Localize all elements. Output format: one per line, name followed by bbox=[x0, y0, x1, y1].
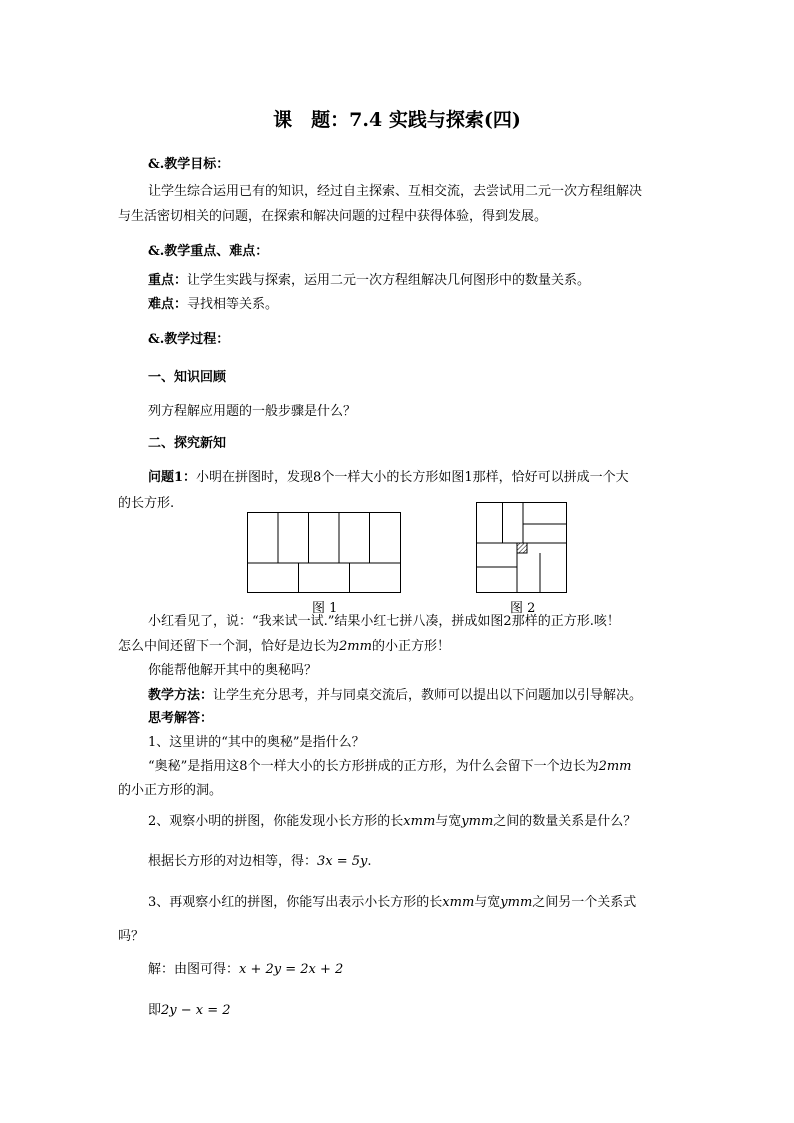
answer-1-line-2: 的小正方形的洞。 bbox=[118, 783, 223, 798]
q2-part-b: 与宽 bbox=[435, 814, 462, 829]
q3-part-b: 与宽 bbox=[474, 895, 501, 910]
difficulty-text: 寻找相等关系。 bbox=[187, 297, 279, 312]
story-line-2b: 2mm bbox=[339, 639, 372, 654]
question-1: 1、这里讲的“其中的奥秘”是指什么？ bbox=[148, 735, 365, 750]
a3-equation: x + 2y = 2x + 2 bbox=[239, 962, 344, 977]
fig2-hole bbox=[517, 543, 527, 553]
q3-y: ymm bbox=[500, 895, 533, 910]
q2-y: ymm bbox=[461, 814, 494, 829]
answer-1b: 2mm bbox=[598, 759, 632, 774]
q3-x: xmm bbox=[442, 895, 475, 910]
explore-heading: 二、探究新知 bbox=[148, 436, 227, 451]
question-3-line-2: 吗？ bbox=[118, 929, 145, 944]
answer-1-line-1 bbox=[148, 759, 632, 775]
problem-1 bbox=[148, 470, 629, 486]
think-label: 思考解答： bbox=[148, 711, 214, 726]
key-point-text: 让学生实践与探索，运用二元一次方程组解决几何图形中的数量关系。 bbox=[187, 273, 591, 288]
a3b-label: 即 bbox=[148, 1003, 162, 1018]
goals-line-2: 与生活密切相关的问题，在探索和解决问题的过程中获得体验，得到发展。 bbox=[118, 209, 548, 224]
a3-label: 解：由图可得： bbox=[148, 962, 240, 977]
problem-text-2: 的长方形. bbox=[118, 496, 175, 511]
q2-part-a: 2、观察小明的拼图，你能发现小长方形的长 bbox=[148, 814, 404, 829]
problem-label: 问题1： bbox=[148, 470, 197, 485]
story-line-2 bbox=[118, 639, 450, 655]
keypoints-heading: &.教学重点、难点： bbox=[148, 244, 269, 259]
question-3 bbox=[148, 895, 636, 911]
q2-x: xmm bbox=[403, 814, 436, 829]
key-point-label: 重点： bbox=[148, 273, 188, 288]
goals-line-1: 让学生综合运用已有的知识，经过自主探索、互相交流，去尝试用二元一次方程组解决 bbox=[148, 184, 643, 199]
review-heading: 一、知识回顾 bbox=[148, 370, 227, 385]
figure-1-diagram bbox=[247, 512, 402, 594]
key-point bbox=[148, 273, 590, 289]
answer-3b bbox=[148, 1003, 231, 1019]
fig1-outline bbox=[248, 513, 401, 593]
story-line-2a: 怎么中间还留下一个洞，恰好是边长为 bbox=[118, 639, 340, 654]
figure-2-caption: 图 2 bbox=[510, 601, 536, 616]
method-line bbox=[148, 688, 642, 704]
difficulty-point bbox=[148, 297, 278, 313]
method-label: 教学方法： bbox=[148, 688, 214, 703]
figure-2-diagram bbox=[476, 502, 568, 594]
goals-heading: &.教学目标： bbox=[148, 157, 230, 172]
problem-text-1: 小明在拼图时，发现8个一样大小的长方形如图1那样，恰好可以拼成一个大 bbox=[196, 470, 629, 485]
answer-3 bbox=[148, 962, 343, 978]
story-line-1: 小红看见了，说：“我来试一试.”结果小红七拼八凑，拼成如图2那样的正方形.咳！ bbox=[148, 614, 620, 629]
figure-1-caption: 图 1 bbox=[312, 601, 338, 616]
review-question: 列方程解应用题的一般步骤是什么？ bbox=[148, 404, 357, 419]
method-text: 让学生充分思考，并与同桌交流后，教师可以提出以下问题加以引导解决。 bbox=[213, 688, 643, 703]
a2-equation: 3x = 5y bbox=[317, 854, 368, 869]
question-2 bbox=[148, 814, 636, 830]
a2-part-a: 根据长方形的对边相等，得： bbox=[148, 854, 318, 869]
story-line-2c: 的小正方形！ bbox=[371, 639, 450, 654]
q2-part-c: 之间的数量关系是什么？ bbox=[493, 814, 637, 829]
difficulty-label: 难点： bbox=[148, 297, 188, 312]
page-title: 课 题：7.4 实践与探索(四) bbox=[273, 109, 521, 131]
q3-part-a: 3、再观察小红的拼图，你能写出表示小长方形的长 bbox=[148, 895, 443, 910]
a2-end: . bbox=[367, 854, 372, 869]
answer-2 bbox=[148, 854, 372, 870]
story-line-3: 你能帮他解开其中的奥秘吗？ bbox=[148, 663, 318, 678]
process-heading: &.教学过程： bbox=[148, 332, 230, 347]
q3-part-c: 之间另一个关系式 bbox=[532, 895, 637, 910]
answer-1a: “奥秘”是指用这8个一样大小的长方形拼成的正方形，为什么会留下一个边长为 bbox=[148, 759, 599, 774]
a3b-equation: 2y − x = 2 bbox=[161, 1003, 231, 1018]
